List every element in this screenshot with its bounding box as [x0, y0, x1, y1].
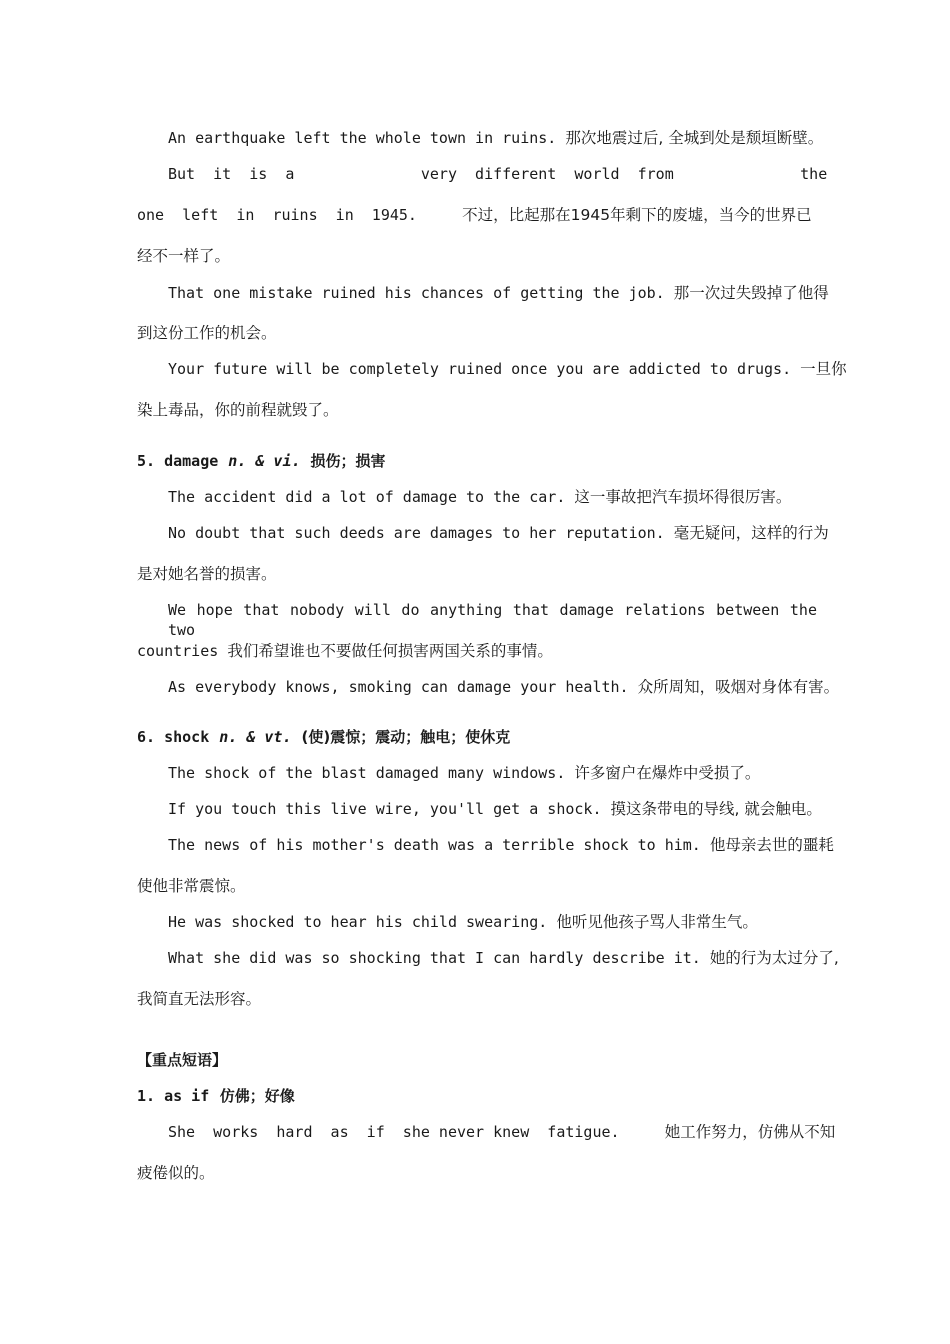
example-line	[137, 989, 817, 1009]
example-zh: 我简直无法形容。	[137, 990, 262, 1008]
example-line	[137, 1163, 817, 1183]
example-en: No doubt that such deeds are damages to her reputation.	[168, 524, 665, 542]
example-line	[168, 600, 817, 640]
example-line	[168, 912, 817, 932]
example-en: What she did was so shocking that I can hardly describe it.	[168, 949, 701, 967]
example-en: The news of his mother's death was a terrible shock to him.	[168, 836, 701, 854]
example-line	[168, 164, 828, 184]
example-zh: 是对她名誉的损害。	[137, 565, 277, 583]
section-title-key-phrases: 【重点短语】	[137, 1051, 228, 1069]
example-line	[168, 487, 817, 507]
example-zh: 这一事故把汽车损坏得很厉害。	[574, 488, 792, 506]
example-en: He was shocked to hear his child swearing.	[168, 913, 548, 931]
example-line	[137, 205, 817, 225]
example-line	[137, 876, 817, 896]
phrase-heading-as-if	[137, 1086, 295, 1106]
example-zh: 许多窗户在爆炸中受损了。	[574, 764, 761, 782]
example-zh: 摸这条带电的导线, 就会触电。	[610, 800, 822, 818]
example-line	[168, 948, 839, 968]
vocab-word: 6. shock	[137, 728, 210, 746]
example-line	[168, 799, 822, 819]
example-zh: 疲倦似的。	[137, 1164, 215, 1182]
example-line	[168, 1122, 836, 1142]
example-line	[137, 246, 817, 266]
example-en: countries	[137, 642, 219, 660]
example-zh: 众所周知，吸烟对身体有害。	[637, 678, 840, 696]
phrase-meaning: 仿佛；好像	[219, 1087, 295, 1105]
example-en: That one mistake ruined his chances of getting the job.	[168, 284, 665, 302]
example-zh: 到这份工作的机会。	[137, 324, 277, 342]
example-en: We hope that nobody will do anything that damage relations between the two	[168, 601, 817, 639]
example-line	[168, 677, 840, 697]
example-en: But it is a very different world from the	[168, 165, 828, 183]
vocab-meaning: 损伤；损害	[310, 452, 386, 470]
example-en: The accident did a lot of damage to the car.	[168, 488, 566, 506]
example-zh: 那一次过失毁掉了他得	[673, 284, 829, 302]
example-line	[168, 835, 834, 855]
example-en: one left in ruins in 1945.	[137, 206, 417, 224]
example-zh: 她的行为太过分了,	[709, 949, 839, 967]
example-zh: 那次地震过后, 全城到处是颓垣断壁。	[565, 129, 824, 147]
example-line	[168, 523, 829, 543]
example-zh: 他听见他孩子骂人非常生气。	[556, 913, 758, 931]
phrase-word: 1. as if	[137, 1087, 210, 1105]
example-en: If you touch this live wire, you'll get a shock.	[168, 800, 602, 818]
vocab-heading-shock	[137, 727, 510, 747]
example-line	[168, 128, 824, 148]
example-zh: 使他非常震惊。	[137, 877, 246, 895]
part-of-speech: n. & vi.	[228, 452, 301, 470]
example-zh: 我们希望谁也不要做任何损害两国关系的事情。	[227, 642, 553, 660]
example-zh: 染上毒品，你的前程就毁了。	[137, 401, 339, 419]
example-en: An earthquake left the whole town in ruins.	[168, 129, 557, 147]
example-zh: 毫无疑问，这样的行为	[673, 524, 829, 542]
example-line	[137, 323, 817, 343]
example-zh: 经不一样了。	[137, 247, 231, 265]
example-zh: 他母亲去世的噩耗	[709, 836, 834, 854]
example-line	[137, 400, 817, 420]
example-zh: 一旦你	[800, 360, 847, 378]
example-line	[137, 641, 817, 661]
part-of-speech: n. & vt.	[219, 728, 292, 746]
example-en: As everybody knows, smoking can damage your health.	[168, 678, 629, 696]
example-en: Your future will be completely ruined once you are addicted to drugs.	[168, 360, 792, 378]
example-zh: 她工作努力，仿佛从不知	[664, 1123, 836, 1141]
example-line	[168, 283, 829, 303]
vocab-meaning: (使)震惊；震动；触电；使休克	[301, 728, 511, 746]
vocab-word: 5. damage	[137, 452, 219, 470]
example-en: She works hard as if she never knew fatigue.	[168, 1123, 620, 1141]
example-zh: 不过，比起那在1945年剩下的废墟，当今的世界已	[462, 206, 812, 224]
example-line	[168, 763, 817, 783]
example-line	[137, 564, 817, 584]
vocab-heading-damage	[137, 451, 386, 471]
example-en: The shock of the blast damaged many windows.	[168, 764, 566, 782]
example-line	[168, 359, 847, 379]
